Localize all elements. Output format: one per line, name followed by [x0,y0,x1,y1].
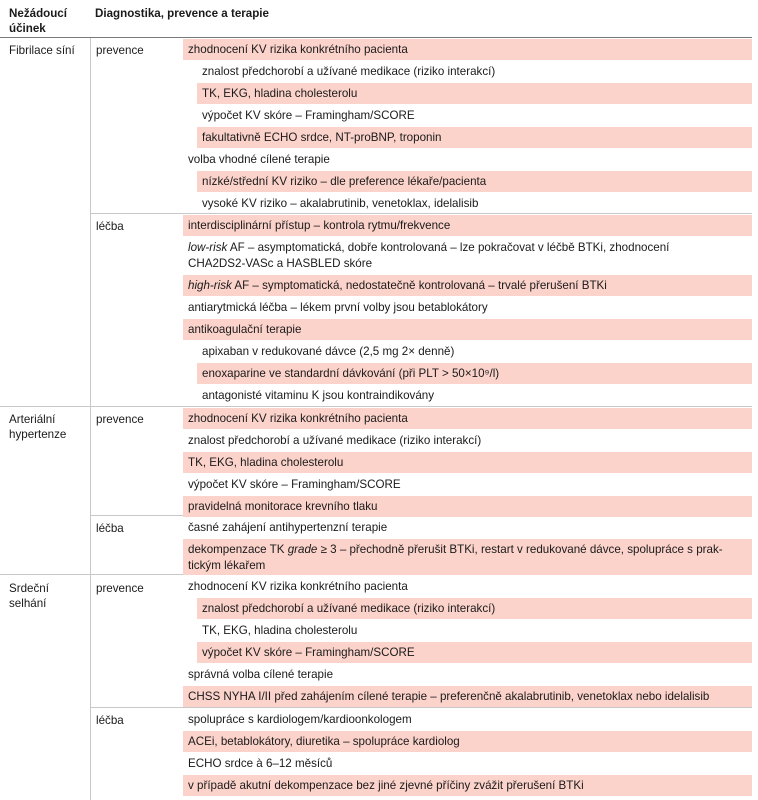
row-text: zhodnocení KV rizika konkrétního pacienta [188,412,408,425]
table-row [183,452,752,473]
row-text-part: AF – asymptomatická, dobře kontrolovaná – lze pokračovat v léčbě BTKi, zhodnocení [227,241,670,254]
table-row [197,363,752,384]
table-row [183,496,752,517]
row-text [183,275,752,296]
row-text [183,542,752,574]
section-divider [0,406,752,407]
header-divider [0,37,752,38]
row-text [183,240,752,272]
row-text-part: tickým lékařem [188,559,266,572]
row-text-part: dekompenzace TK [188,543,288,556]
section-atrial-fibrillation: Fibrilace síní [9,44,75,57]
table-row [183,753,752,774]
row-text: TK, EKG, hladina cholesterolu [202,87,358,100]
table-row [197,127,752,148]
table-row [183,576,752,597]
table-row [183,408,752,429]
table-row [183,517,752,538]
header-diagnostics: Diagnostika, prevence a terapie [95,7,269,20]
table-row [183,275,752,296]
row-text: antikoagulační terapie [188,323,302,336]
row-text-part: ≥ 3 – přechodně přerušit BTKi, restart v redukované dávce, spolupráce s prak- [317,543,723,556]
phase-af-treatment: léčba [96,220,124,233]
table-row [197,620,752,641]
table-row [197,171,752,192]
row-text: správná volba cílené terapie [188,668,334,681]
row-text: antagonisté vitaminu K jsou kontraindikovány [202,389,435,402]
row-text: ECHO srdce à 6–12 měsíců [188,757,333,770]
section-heart-failure: Srdeční selhání [9,582,49,610]
table-row [183,731,752,752]
table-row [197,642,752,663]
row-text: antiarytmická léčba – lékem první volby jsou betablokátory [188,301,488,314]
row-text: TK, EKG, hladina cholesterolu [188,456,344,469]
row-text: zhodnocení KV rizika konkrétního pacienta [188,43,408,56]
row-text: TK, EKG, hladina cholesterolu [202,624,358,637]
table-row [183,709,752,730]
table-row [197,598,752,619]
row-text: apixaban v redukované dávce (2,5 mg 2× denně) [202,345,455,358]
table-row [183,237,752,273]
emphasis-low-risk: low-risk [188,241,228,254]
phase-ht-prevention: prevence [96,413,144,426]
table-row [197,61,752,82]
header-adverse-effect: Nežádoucí účinek [9,7,67,35]
row-text: zhodnocení KV rizika konkrétního pacienta [188,580,408,593]
row-text: znalost předchorobí a užívané medikace (riziko interakcí) [202,65,496,78]
row-text: vysoké KV riziko – akalabrutinib, venetoklax, idelalisib [202,197,479,210]
row-text: fakultativně ECHO srdce, NT-proBNP, troponin [202,131,442,144]
table-row [183,149,752,170]
table-row [183,775,752,796]
row-text: pravidelná monitorace krevního tlaku [188,500,378,513]
table-row [197,385,752,406]
table-row [183,430,752,451]
table-row [183,39,752,60]
row-text-part: AF – symptomatická, nedostatečně kontrolovaná – trvalé přerušení BTKi [231,279,607,292]
phase-af-prevention: prevence [96,44,144,57]
row-text: výpočet KV skóre – Framingham/SCORE [202,109,415,122]
row-text: CHSS NYHA I/II před zahájením cílené terapie – preferenčně akalabrutinib, venetoklax nebo idelalisib [188,690,710,703]
table-row [183,215,752,236]
row-text: spolupráce s kardiologem/kardioonkologem [188,713,412,726]
table-row [183,664,752,685]
phase-ht-treatment: léčba [96,522,124,535]
emphasis-high-risk: high-risk [188,279,232,292]
column-divider [90,38,91,800]
row-text: časné zahájení antihypertenzní terapie [188,521,388,534]
row-text: volba vhodné cílené terapie [188,153,330,166]
row-text-part: CHA2DS2-VASc a HASBLED skóre [188,257,373,270]
emphasis-grade: grade [287,543,318,556]
table-row [183,686,752,707]
row-text: interdisciplinární přístup – kontrola rytmu/frekvence [188,219,451,232]
row-text: v případě akutní dekompenzace bez jiné zjevné příčiny zvážit přerušení BTKi [188,779,584,792]
phase-divider [90,707,752,708]
row-text: výpočet KV skóre – Framingham/SCORE [202,646,415,659]
row-text: enoxaparine ve standardní dávkování (při PLT > 50×10⁹/l) [202,367,500,380]
phase-hf-prevention: prevence [96,582,144,595]
row-text: znalost předchorobí a užívané medikace (riziko interakcí) [188,434,482,447]
table-row [197,83,752,104]
section-hypertension: Arteriální hypertenze [9,413,67,441]
table-row [197,193,752,214]
row-text: ACEi, betablokátory, diuretika – spolupráce kardiolog [188,735,460,748]
table-header [0,0,758,38]
table-row [183,297,752,318]
row-text: znalost předchorobí a užívané medikace (riziko interakcí) [202,602,496,615]
row-text: výpočet KV skóre – Framingham/SCORE [188,478,401,491]
table-row [183,319,752,340]
table-row [197,105,752,126]
table-row [183,474,752,495]
table-row [197,341,752,362]
table-row [183,539,752,575]
row-text: nízké/střední KV riziko – dle preference lékaře/pacienta [202,175,487,188]
phase-hf-treatment: léčba [96,714,124,727]
